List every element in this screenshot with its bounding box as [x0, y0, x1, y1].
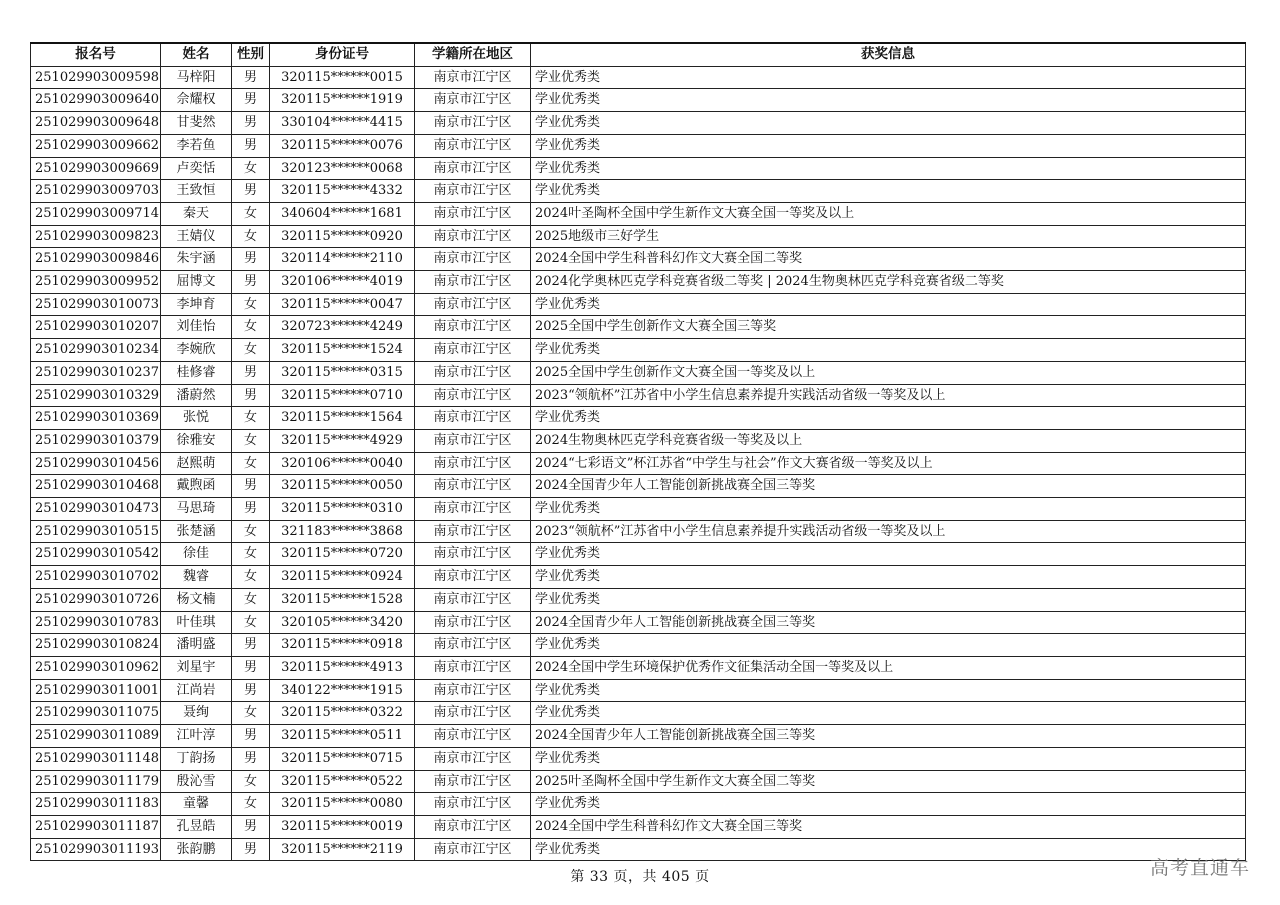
table-row: [31, 520, 1246, 543]
table-row: [31, 157, 1246, 180]
cell-id-card: 320115******0315: [270, 361, 415, 384]
cell-award-info: 2024“七彩语文”杯江苏省“中学生与社会”作文大赛省级一等奖及以上: [531, 452, 1246, 475]
cell-gender: 女: [232, 429, 270, 452]
cell-award-info: 2024全国中学生科普科幻作文大赛全国三等奖: [531, 815, 1246, 838]
table-row: [31, 248, 1246, 271]
cell-id-card: 320115******0720: [270, 543, 415, 566]
cell-gender: 男: [232, 112, 270, 135]
cell-region: 南京市江宁区: [415, 747, 531, 770]
cell-name: 聂绚: [161, 702, 232, 725]
cell-award-info: 2024叶圣陶杯全国中学生新作文大赛全国一等奖及以上: [531, 202, 1246, 225]
cell-gender: 女: [232, 407, 270, 430]
cell-name: 王婧仪: [161, 225, 232, 248]
cell-registration-no: 251029903010329: [31, 384, 161, 407]
cell-award-info: 2024全国青少年人工智能创新挑战赛全国三等奖: [531, 475, 1246, 498]
cell-name: 秦天: [161, 202, 232, 225]
cell-award-info: 学业优秀类: [531, 747, 1246, 770]
cell-gender: 女: [232, 793, 270, 816]
cell-gender: 女: [232, 293, 270, 316]
cell-gender: 女: [232, 452, 270, 475]
cell-name: 李坤育: [161, 293, 232, 316]
cell-region: 南京市江宁区: [415, 475, 531, 498]
cell-registration-no: 251029903009648: [31, 112, 161, 135]
cell-id-card: 330104******4415: [270, 112, 415, 135]
cell-name: 徐雅安: [161, 429, 232, 452]
cell-registration-no: 251029903010369: [31, 407, 161, 430]
cell-award-info: 学业优秀类: [531, 180, 1246, 203]
cell-region: 南京市江宁区: [415, 361, 531, 384]
cell-award-info: 2023“领航杯”江苏省中小学生信息素养提升实践活动省级一等奖及以上: [531, 520, 1246, 543]
cell-registration-no: 251029903011075: [31, 702, 161, 725]
table-row: [31, 293, 1246, 316]
cell-registration-no: 251029903010783: [31, 611, 161, 634]
cell-region: 南京市江宁区: [415, 838, 531, 861]
cell-id-card: 321183******3868: [270, 520, 415, 543]
cell-name: 刘星宇: [161, 656, 232, 679]
table-row: [31, 725, 1246, 748]
cell-name: 佘耀权: [161, 89, 232, 112]
table-row: [31, 361, 1246, 384]
award-list-table: [30, 42, 1246, 861]
table-row: [31, 407, 1246, 430]
cell-name: 刘佳怡: [161, 316, 232, 339]
cell-region: 南京市江宁区: [415, 248, 531, 271]
cell-award-info: 学业优秀类: [531, 566, 1246, 589]
cell-registration-no: 251029903009662: [31, 134, 161, 157]
cell-registration-no: 251029903009714: [31, 202, 161, 225]
cell-name: 张悦: [161, 407, 232, 430]
cell-award-info: 学业优秀类: [531, 339, 1246, 362]
cell-id-card: 320115******0076: [270, 134, 415, 157]
cell-registration-no: 251029903011148: [31, 747, 161, 770]
cell-registration-no: 251029903009669: [31, 157, 161, 180]
cell-region: 南京市江宁区: [415, 112, 531, 135]
cell-name: 潘蔚然: [161, 384, 232, 407]
cell-registration-no: 251029903009952: [31, 271, 161, 294]
cell-gender: 男: [232, 180, 270, 203]
cell-registration-no: 251029903011001: [31, 679, 161, 702]
cell-name: 戴煦函: [161, 475, 232, 498]
cell-registration-no: 251029903010073: [31, 293, 161, 316]
cell-id-card: 320115******1919: [270, 89, 415, 112]
cell-id-card: 320123******0068: [270, 157, 415, 180]
cell-region: 南京市江宁区: [415, 89, 531, 112]
cell-gender: 男: [232, 384, 270, 407]
header-name: 姓名: [161, 43, 232, 66]
cell-registration-no: 251029903011183: [31, 793, 161, 816]
cell-award-info: 2025全国中学生创新作文大赛全国三等奖: [531, 316, 1246, 339]
cell-registration-no: 251029903010207: [31, 316, 161, 339]
cell-award-info: 2025全国中学生创新作文大赛全国一等奖及以上: [531, 361, 1246, 384]
cell-gender: 女: [232, 316, 270, 339]
cell-award-info: 2025叶圣陶杯全国中学生新作文大赛全国二等奖: [531, 770, 1246, 793]
cell-registration-no: 251029903010542: [31, 543, 161, 566]
cell-region: 南京市江宁区: [415, 702, 531, 725]
cell-award-info: 2024全国中学生环境保护优秀作文征集活动全国一等奖及以上: [531, 656, 1246, 679]
cell-region: 南京市江宁区: [415, 157, 531, 180]
cell-gender: 女: [232, 157, 270, 180]
table-row: [31, 339, 1246, 362]
cell-id-card: 320115******0050: [270, 475, 415, 498]
cell-registration-no: 251029903009598: [31, 66, 161, 89]
cell-registration-no: 251029903010473: [31, 498, 161, 521]
cell-id-card: 340604******1681: [270, 202, 415, 225]
cell-region: 南京市江宁区: [415, 498, 531, 521]
cell-registration-no: 251029903010456: [31, 452, 161, 475]
cell-gender: 女: [232, 611, 270, 634]
cell-id-card: 320115******4929: [270, 429, 415, 452]
cell-gender: 女: [232, 702, 270, 725]
cell-gender: 男: [232, 656, 270, 679]
cell-id-card: 320115******0047: [270, 293, 415, 316]
cell-name: 李若鱼: [161, 134, 232, 157]
cell-gender: 男: [232, 498, 270, 521]
table-row: [31, 656, 1246, 679]
cell-award-info: 学业优秀类: [531, 66, 1246, 89]
cell-region: 南京市江宁区: [415, 815, 531, 838]
cell-id-card: 320115******0522: [270, 770, 415, 793]
cell-name: 甘斐然: [161, 112, 232, 135]
cell-region: 南京市江宁区: [415, 634, 531, 657]
cell-name: 江尚岩: [161, 679, 232, 702]
cell-id-card: 320115******4332: [270, 180, 415, 203]
table-row: [31, 793, 1246, 816]
table-row: [31, 180, 1246, 203]
cell-award-info: 学业优秀类: [531, 588, 1246, 611]
cell-name: 殷沁雪: [161, 770, 232, 793]
table-row: [31, 89, 1246, 112]
table-row: [31, 815, 1246, 838]
cell-id-card: 320115******0715: [270, 747, 415, 770]
cell-region: 南京市江宁区: [415, 384, 531, 407]
cell-registration-no: 251029903010962: [31, 656, 161, 679]
cell-registration-no: 251029903009640: [31, 89, 161, 112]
header-award-info: 获奖信息: [531, 43, 1246, 66]
cell-registration-no: 251029903010237: [31, 361, 161, 384]
cell-id-card: 320114******2110: [270, 248, 415, 271]
cell-name: 桂修睿: [161, 361, 232, 384]
table-row: [31, 66, 1246, 89]
cell-gender: 男: [232, 838, 270, 861]
cell-region: 南京市江宁区: [415, 611, 531, 634]
cell-registration-no: 251029903010379: [31, 429, 161, 452]
table-row: [31, 838, 1246, 861]
table-row: [31, 202, 1246, 225]
cell-award-info: 2024全国中学生科普科幻作文大赛全国二等奖: [531, 248, 1246, 271]
cell-registration-no: 251029903010702: [31, 566, 161, 589]
cell-award-info: 学业优秀类: [531, 157, 1246, 180]
cell-name: 丁韵扬: [161, 747, 232, 770]
cell-region: 南京市江宁区: [415, 271, 531, 294]
table-row: [31, 747, 1246, 770]
cell-region: 南京市江宁区: [415, 339, 531, 362]
cell-registration-no: 251029903011089: [31, 725, 161, 748]
cell-registration-no: 251029903010824: [31, 634, 161, 657]
cell-id-card: 320115******1564: [270, 407, 415, 430]
cell-gender: 男: [232, 475, 270, 498]
table-row: [31, 112, 1246, 135]
cell-gender: 女: [232, 543, 270, 566]
cell-gender: 男: [232, 679, 270, 702]
table-row: [31, 429, 1246, 452]
cell-region: 南京市江宁区: [415, 180, 531, 203]
cell-name: 潘明盛: [161, 634, 232, 657]
table-row: [31, 225, 1246, 248]
cell-name: 李婉欣: [161, 339, 232, 362]
cell-region: 南京市江宁区: [415, 588, 531, 611]
cell-gender: 女: [232, 566, 270, 589]
cell-name: 王致恒: [161, 180, 232, 203]
cell-gender: 男: [232, 725, 270, 748]
cell-id-card: 320115******0511: [270, 725, 415, 748]
cell-region: 南京市江宁区: [415, 429, 531, 452]
table-row: [31, 588, 1246, 611]
cell-region: 南京市江宁区: [415, 452, 531, 475]
table-row: [31, 452, 1246, 475]
cell-region: 南京市江宁区: [415, 520, 531, 543]
header-id-card: 身份证号: [270, 43, 415, 66]
cell-id-card: 320115******0918: [270, 634, 415, 657]
page-number: 第 33 页，共 405 页: [570, 869, 710, 885]
cell-registration-no: 251029903011187: [31, 815, 161, 838]
cell-award-info: 学业优秀类: [531, 679, 1246, 702]
header-region: 学籍所在地区: [415, 43, 531, 66]
table-row: [31, 384, 1246, 407]
cell-region: 南京市江宁区: [415, 202, 531, 225]
cell-id-card: 320106******4019: [270, 271, 415, 294]
cell-id-card: 320106******0040: [270, 452, 415, 475]
cell-gender: 女: [232, 202, 270, 225]
cell-region: 南京市江宁区: [415, 293, 531, 316]
cell-award-info: 学业优秀类: [531, 793, 1246, 816]
cell-region: 南京市江宁区: [415, 679, 531, 702]
cell-registration-no: 251029903010234: [31, 339, 161, 362]
cell-id-card: 320115******0080: [270, 793, 415, 816]
cell-gender: 女: [232, 588, 270, 611]
cell-id-card: 320115******0322: [270, 702, 415, 725]
cell-id-card: 320105******3420: [270, 611, 415, 634]
cell-registration-no: 251029903009703: [31, 180, 161, 203]
cell-gender: 女: [232, 520, 270, 543]
cell-name: 朱宇涵: [161, 248, 232, 271]
cell-name: 马思琦: [161, 498, 232, 521]
cell-gender: 男: [232, 134, 270, 157]
cell-award-info: 学业优秀类: [531, 498, 1246, 521]
header-row: [31, 43, 1246, 66]
table-row: [31, 475, 1246, 498]
cell-award-info: 2023“领航杯”江苏省中小学生信息素养提升实践活动省级一等奖及以上: [531, 384, 1246, 407]
cell-name: 赵熙萌: [161, 452, 232, 475]
cell-name: 徐佳: [161, 543, 232, 566]
cell-name: 张韵鹏: [161, 838, 232, 861]
cell-name: 张楚涵: [161, 520, 232, 543]
cell-name: 卢奕恬: [161, 157, 232, 180]
cell-registration-no: 251029903009823: [31, 225, 161, 248]
cell-registration-no: 251029903009846: [31, 248, 161, 271]
cell-award-info: 学业优秀类: [531, 543, 1246, 566]
cell-id-card: 340122******1915: [270, 679, 415, 702]
cell-id-card: 320115******0920: [270, 225, 415, 248]
cell-id-card: 320115******0019: [270, 815, 415, 838]
cell-gender: 男: [232, 634, 270, 657]
cell-gender: 男: [232, 271, 270, 294]
cell-gender: 男: [232, 361, 270, 384]
cell-region: 南京市江宁区: [415, 225, 531, 248]
cell-gender: 女: [232, 339, 270, 362]
cell-region: 南京市江宁区: [415, 407, 531, 430]
cell-region: 南京市江宁区: [415, 725, 531, 748]
cell-region: 南京市江宁区: [415, 134, 531, 157]
cell-registration-no: 251029903010515: [31, 520, 161, 543]
cell-region: 南京市江宁区: [415, 770, 531, 793]
cell-id-card: 320115******0710: [270, 384, 415, 407]
cell-id-card: 320115******2119: [270, 838, 415, 861]
cell-award-info: 2024化学奥林匹克学科竞赛省级二等奖 | 2024生物奥林匹克学科竞赛省级二等奖: [531, 271, 1246, 294]
cell-registration-no: 251029903011193: [31, 838, 161, 861]
table-row: [31, 134, 1246, 157]
table-row: [31, 770, 1246, 793]
table-row: [31, 679, 1246, 702]
cell-award-info: 学业优秀类: [531, 407, 1246, 430]
cell-name: 屈博文: [161, 271, 232, 294]
cell-award-info: 学业优秀类: [531, 293, 1246, 316]
header-registration-no: 报名号: [31, 43, 161, 66]
cell-award-info: 学业优秀类: [531, 112, 1246, 135]
cell-award-info: 2025地级市三好学生: [531, 225, 1246, 248]
cell-award-info: 学业优秀类: [531, 134, 1246, 157]
cell-gender: 男: [232, 747, 270, 770]
cell-gender: 男: [232, 815, 270, 838]
cell-name: 叶佳琪: [161, 611, 232, 634]
cell-award-info: 2024生物奥林匹克学科竞赛省级一等奖及以上: [531, 429, 1246, 452]
cell-gender: 男: [232, 89, 270, 112]
table-row: [31, 634, 1246, 657]
cell-award-info: 学业优秀类: [531, 634, 1246, 657]
cell-award-info: 2024全国青少年人工智能创新挑战赛全国三等奖: [531, 611, 1246, 634]
table-row: [31, 271, 1246, 294]
cell-id-card: 320115******0015: [270, 66, 415, 89]
cell-region: 南京市江宁区: [415, 316, 531, 339]
cell-registration-no: 251029903010468: [31, 475, 161, 498]
cell-name: 魏睿: [161, 566, 232, 589]
table-row: [31, 316, 1246, 339]
table-row: [31, 498, 1246, 521]
cell-id-card: 320115******0310: [270, 498, 415, 521]
cell-name: 杨文楠: [161, 588, 232, 611]
watermark-text: 高考直通车: [1149, 857, 1250, 879]
cell-id-card: 320115******0924: [270, 566, 415, 589]
cell-name: 童馨: [161, 793, 232, 816]
cell-name: 孔昱皓: [161, 815, 232, 838]
cell-award-info: 学业优秀类: [531, 702, 1246, 725]
cell-registration-no: 251029903011179: [31, 770, 161, 793]
table-row: [31, 702, 1246, 725]
table-row: [31, 611, 1246, 634]
cell-name: 江叶淳: [161, 725, 232, 748]
table-header: [31, 43, 1246, 66]
cell-award-info: 学业优秀类: [531, 89, 1246, 112]
table-body: [31, 66, 1246, 861]
cell-id-card: 320115******1528: [270, 588, 415, 611]
cell-registration-no: 251029903010726: [31, 588, 161, 611]
cell-award-info: 学业优秀类: [531, 838, 1246, 861]
cell-gender: 女: [232, 770, 270, 793]
table-row: [31, 543, 1246, 566]
cell-id-card: 320115******1524: [270, 339, 415, 362]
cell-region: 南京市江宁区: [415, 543, 531, 566]
cell-region: 南京市江宁区: [415, 566, 531, 589]
cell-region: 南京市江宁区: [415, 793, 531, 816]
cell-gender: 女: [232, 225, 270, 248]
cell-gender: 男: [232, 66, 270, 89]
cell-name: 马梓阳: [161, 66, 232, 89]
cell-id-card: 320723******4249: [270, 316, 415, 339]
header-gender: 性别: [232, 43, 270, 66]
table-row: [31, 566, 1246, 589]
cell-gender: 男: [232, 248, 270, 271]
cell-id-card: 320115******4913: [270, 656, 415, 679]
cell-award-info: 2024全国青少年人工智能创新挑战赛全国三等奖: [531, 725, 1246, 748]
cell-region: 南京市江宁区: [415, 656, 531, 679]
cell-region: 南京市江宁区: [415, 66, 531, 89]
